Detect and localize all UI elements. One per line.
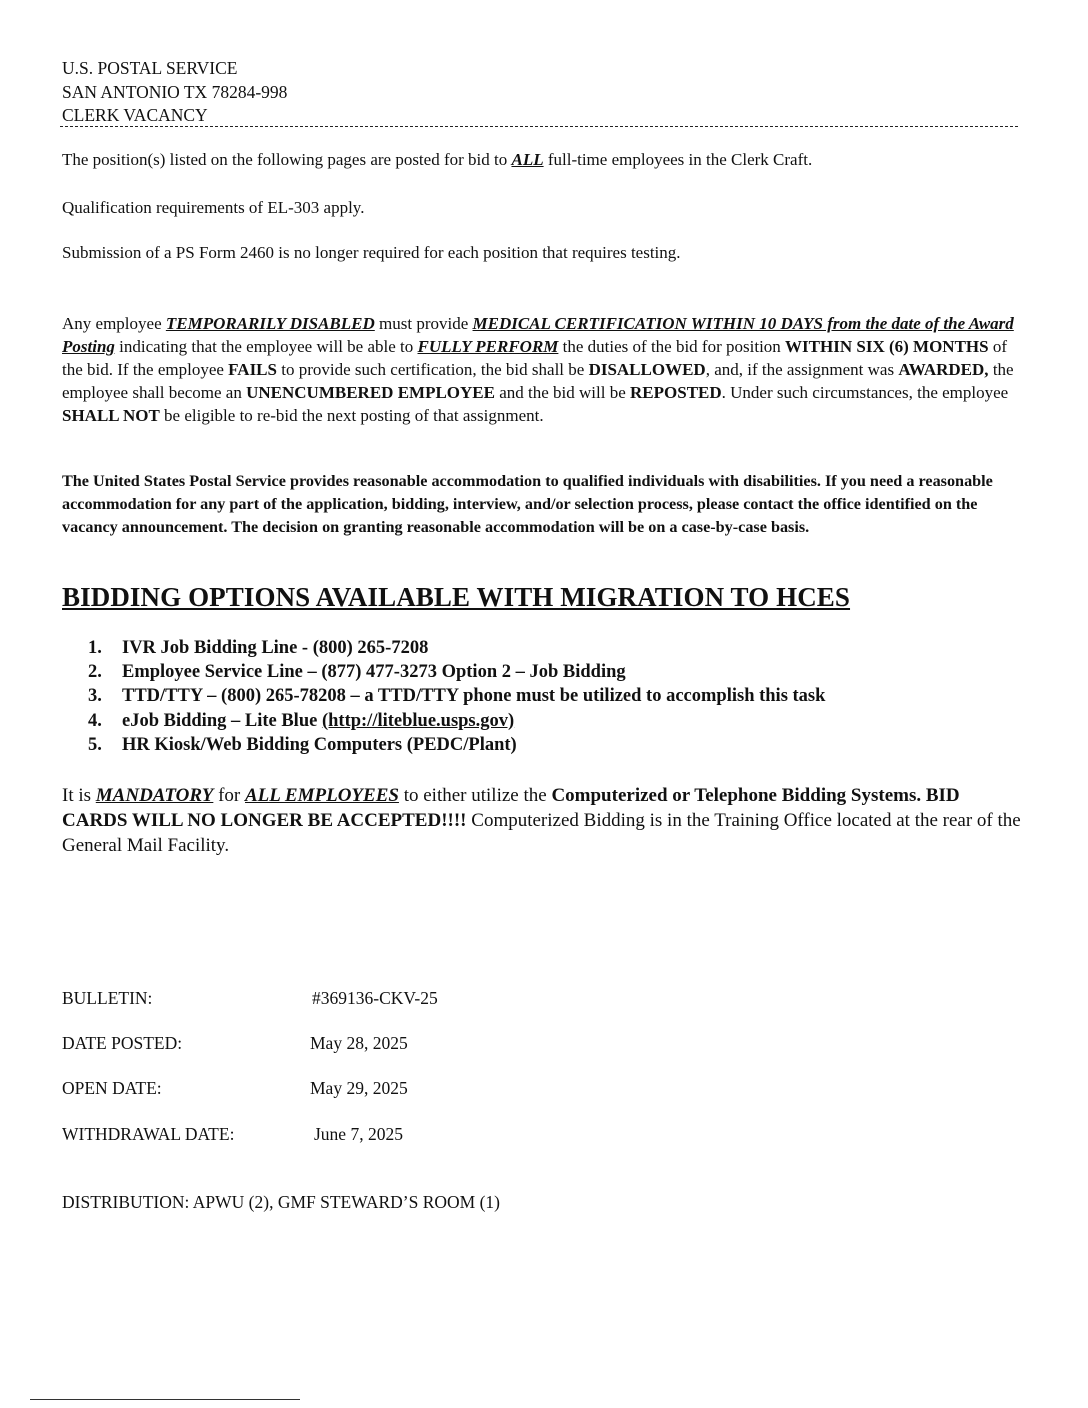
list-item-text: eJob Bidding – Lite Blue: [122, 710, 322, 731]
notice-bold: AWARDED,: [898, 360, 989, 379]
withdrawal-date-row: [62, 1124, 403, 1145]
open-date-value: May 29, 2025: [310, 1078, 408, 1098]
list-item-text: TTD/TTY – (800) 265-78208 – a TTD/TTY phone must be utilized to accomplish this task: [122, 686, 826, 707]
notice-bold: SHALL NOT: [62, 406, 160, 425]
intro-text: The position(s) listed on the following pages are posted for bid to: [62, 150, 512, 169]
notice-text: Any employee: [62, 314, 166, 333]
list-item: [88, 733, 825, 757]
accommodation-statement: The United States Postal Service provides reasonable accommodation to qualified individuals with disabilities. If you need a reasonable accommodation for any part of the application, bidding, interview, and/or selection process, please contact the office identified on the vacancy announcement. The decision on granting reasonable accommodation will be on a case-by-case basis.: [62, 472, 993, 536]
notice-bold: WITHIN SIX (6) MONTHS: [785, 337, 989, 356]
bidding-options-list: [88, 636, 825, 757]
notice-text: . Under such circumstances, the employee: [721, 383, 1009, 402]
notice-text: , and, if the assignment was: [705, 360, 899, 379]
list-item: [88, 660, 825, 684]
open-date-row: [62, 1078, 408, 1099]
notice-text: indicating that the employee will be able to: [114, 337, 418, 356]
notice-text: to provide such certification, the bid shall be: [276, 360, 589, 379]
header-location: SAN ANTONIO TX 78284-998: [62, 82, 288, 102]
date-posted-label: DATE POSTED:: [62, 1033, 183, 1053]
list-item-number: 2.: [88, 662, 102, 683]
notice-text: must provide: [374, 314, 473, 333]
intro-paragraph-qualification: Qualification requirements of EL-303 apply.: [62, 198, 365, 217]
list-item: [88, 709, 825, 733]
list-item-number: 3.: [88, 686, 102, 707]
notice-text: for: [213, 785, 245, 806]
notice-bold: Computerized or Telephone Bidding Systems. BID CARDS WILL NO LONGER BE ACCEPTED!!!!: [62, 785, 960, 831]
notice-emphasis: TEMPORARILY DISABLED: [165, 314, 375, 333]
intro-text: full-time employees in the Clerk Craft.: [543, 150, 813, 169]
notice-emphasis: FULLY PERFORM: [417, 337, 559, 356]
distribution-line: DISTRIBUTION: APWU (2), GMF STEWARD’S ROOM (1): [62, 1192, 500, 1212]
list-item-number: 1.: [88, 638, 102, 658]
notice-bold: REPOSTED: [630, 383, 722, 402]
notice-text: and the bid will be: [494, 383, 631, 402]
notice-emphasis: ALL EMPLOYEES: [245, 785, 399, 806]
bulletin-label: BULLETIN:: [62, 988, 153, 1008]
list-item-text: IVR Job Bidding Line - (800) 265-7208: [122, 638, 429, 658]
list-item-text: Employee Service Line – (877) 477-3273 Option 2 – Job Bidding: [122, 662, 626, 683]
notice-text: of the bid. If the employee: [62, 337, 1008, 379]
notice-emphasis: MEDICAL CERTIFICATION WITHIN 10 DAYS from the date of the Award Posting: [62, 314, 1014, 356]
notice-text: Computerized Bidding is in the Training Office located at the rear of the General Mail Facility.: [62, 810, 1021, 856]
notice-text: be eligible to re-bid the next posting of that assignment.: [159, 406, 544, 425]
notice-emphasis: MANDATORY: [95, 785, 214, 806]
disabled-employee-notice: [62, 312, 1024, 427]
withdrawal-date-label: WITHDRAWAL DATE:: [62, 1124, 235, 1144]
bidding-options-heading: BIDDING OPTIONS AVAILABLE WITH MIGRATION TO HCES: [62, 582, 851, 612]
intro-emphasis-all: ALL: [511, 150, 544, 169]
header-agency: U.S. POSTAL SERVICE: [62, 58, 238, 78]
open-date-label: OPEN DATE:: [62, 1078, 162, 1098]
list-item-number: 5.: [88, 734, 102, 755]
header-vacancy-type: CLERK VACANCY: [62, 105, 208, 125]
footer-line: [30, 1399, 300, 1400]
liteblue-link[interactable]: (http://liteblue.usps.gov): [321, 710, 515, 731]
notice-text: the duties of the bid for position: [558, 337, 786, 356]
notice-bold: DISALLOWED: [588, 360, 706, 379]
bulletin-row: [62, 988, 438, 1009]
date-posted-row: [62, 1033, 408, 1054]
list-item: [88, 684, 825, 708]
header-divider: [60, 126, 1018, 127]
notice-text: It is: [62, 785, 96, 806]
notice-text: to either utilize the: [398, 785, 552, 806]
list-item-text: HR Kiosk/Web Bidding Computers (PEDC/Plant): [122, 734, 517, 755]
bulletin-value: #369136-CKV-25: [312, 988, 438, 1008]
notice-bold: FAILS: [228, 360, 277, 379]
intro-paragraph-eligibility: [62, 148, 1022, 171]
notice-text: the employee shall become an: [62, 360, 1014, 402]
list-item: [88, 636, 825, 660]
withdrawal-date-value: June 7, 2025: [314, 1124, 403, 1144]
list-item-number: 4.: [88, 710, 102, 731]
date-posted-value: May 28, 2025: [310, 1033, 408, 1053]
notice-bold: UNENCUMBERED EMPLOYEE: [246, 383, 495, 402]
mandatory-bidding-notice: [62, 783, 1024, 858]
intro-paragraph-ps-form: Submission of a PS Form 2460 is no longer required for each position that requires testing.: [62, 243, 681, 262]
